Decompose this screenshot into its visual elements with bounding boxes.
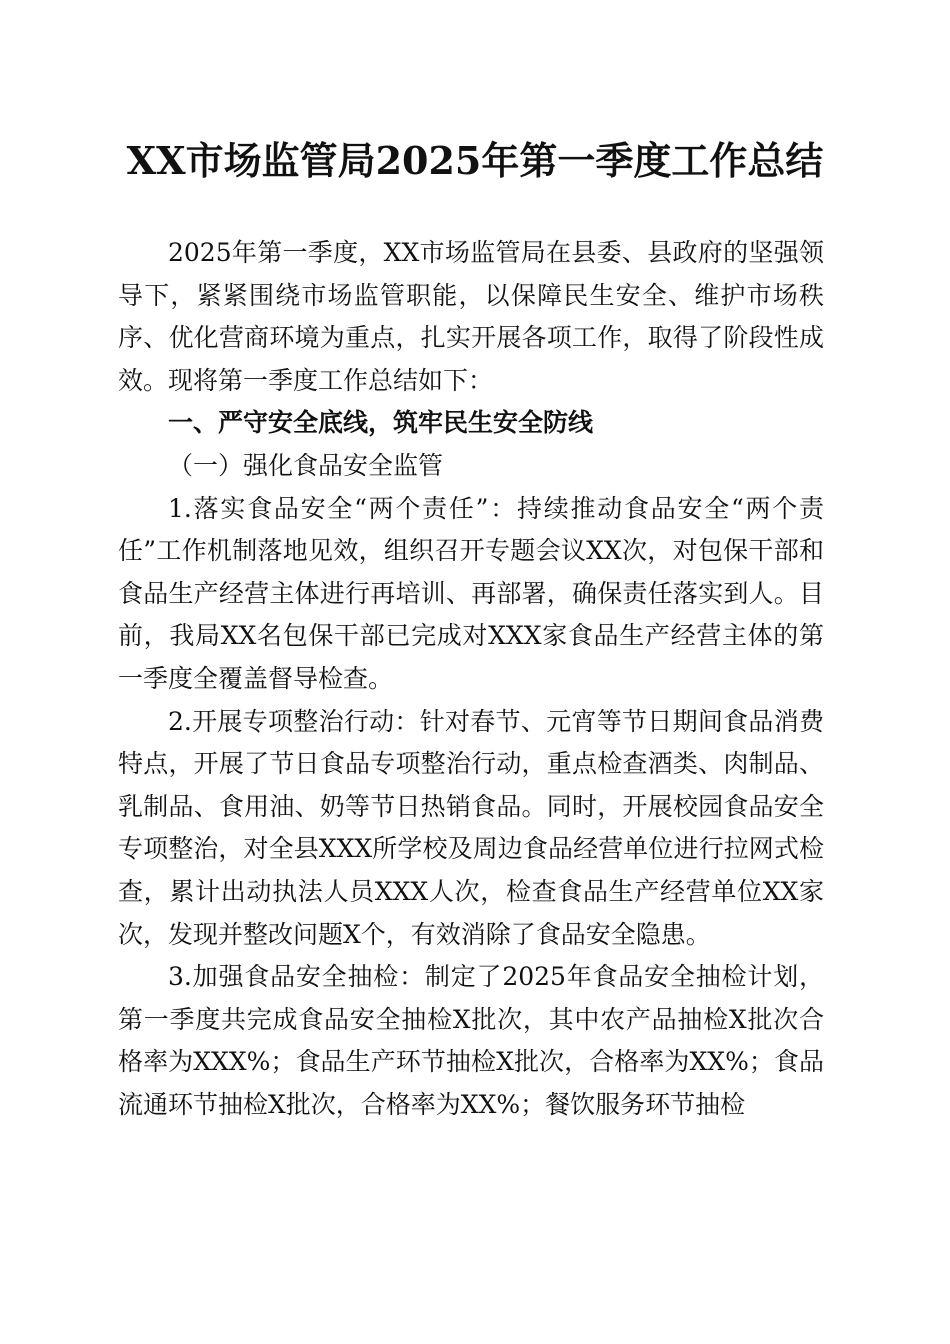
item-paragraph-3: 3.加强食品安全抽检：制定了2025年食品安全抽检计划，第一季度共完成食品安全抽检X批次，其中农产品抽检X批次合格率为XXX%；食品生产环节抽检X批次，合格率为XX%；食品流通环节抽检X批次，合格率为XX%；餐饮服务环节抽检: [118, 962, 824, 1119]
item-paragraph-2: 2.开展专项整治行动：针对春节、元宵等节日期间食品消费特点，开展了节日食品专项整治行动，重点检查酒类、肉制品、乳制品、食用油、奶等节日热销食品。同时，开展校园食品安全专项整治，对全县XXX所学校及周边食品经营单位进行拉网式检查，累计出动执法人员XXX人次，检查食品生产经营单位XX家次，发现并整改问题X个，有效消除了食品安全隐患。: [118, 706, 824, 949]
document-title: XX市场监管局2025年第一季度工作总结: [126, 138, 824, 183]
subsection-heading-1-1: （一）强化食品安全监管: [168, 450, 444, 480]
intro-paragraph: 2025年第一季度，XX市场监管局在县委、县政府的坚强领导下，紧紧围绕市场监管职能，以保障民生安全、维护市场秩序、优化营商环境为重点，扎实开展各项工作，取得了阶段性成效。现将第一季度工作总结如下：: [118, 238, 824, 395]
section-heading-1: 一、严守安全底线，筑牢民生安全防线: [168, 408, 594, 438]
document-body: [118, 232, 824, 1126]
item-paragraph-1: 1.落实食品安全“两个责任”：持续推动食品安全“两个责任”工作机制落地见效，组织召开专题会议XX次，对包保干部和食品生产经营主体进行再培训、再部署，确保责任落实到人。目前，我局XX名包保干部已完成对XXX家食品生产经营主体的第一季度全覆盖督导检查。: [118, 493, 824, 693]
